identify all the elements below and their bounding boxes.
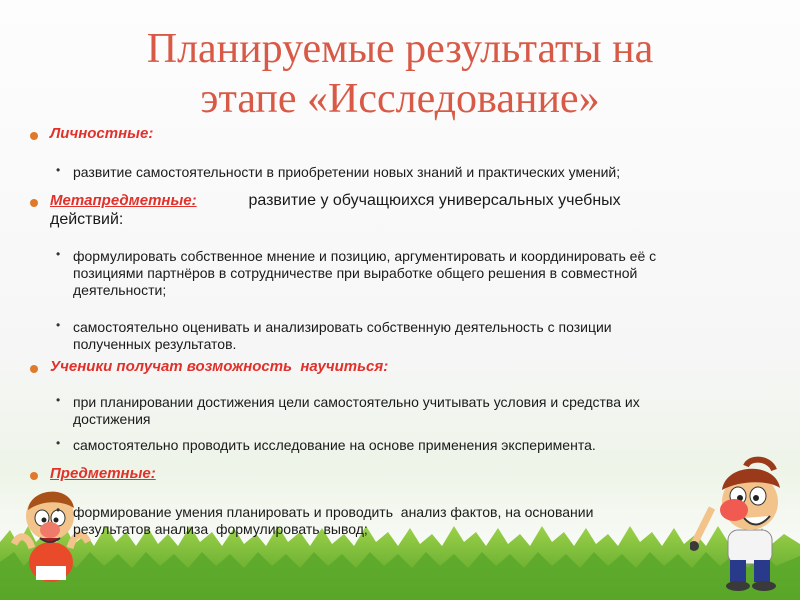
metasubject-text-line-2: действий: xyxy=(50,211,124,228)
section-heading-metasubject: Метапредметные: xyxy=(50,192,197,209)
bullet-small: • xyxy=(56,503,61,517)
slide-title xyxy=(0,24,800,124)
opportunity-item-1-line-1: при планировании достижения цели самостоятельно учитывать условия и средства их xyxy=(73,394,640,410)
subject-item-1-line-2: результатов анализа формулировать вывод; xyxy=(73,521,368,537)
section-heading-opportunity: Ученики получат возможность научиться: xyxy=(50,358,389,375)
bullet-dot xyxy=(30,199,38,207)
title-line-2: этапе «Исследование» xyxy=(200,76,600,122)
bullet-dot xyxy=(30,365,38,373)
metasubject-item-1-line-1: формулировать собственное мнение и позицию, аргументировать и координировать её с xyxy=(73,248,657,264)
bullet-small: • xyxy=(56,247,61,261)
cartoon-boy-right-icon xyxy=(690,452,795,592)
opportunity-item-2: самостоятельно проводить исследование на основе применения эксперимента. xyxy=(73,437,596,453)
metasubject-item-1-line-3: деятельности; xyxy=(73,282,167,298)
metasubject-item-2-line-1: самостоятельно оценивать и анализировать собственную деятельность с позиции xyxy=(73,319,612,335)
opportunity-item-1-line-2: достижения xyxy=(73,411,151,427)
metasubject-item-2-line-2: полученных результатов. xyxy=(73,336,237,352)
bullet-dot xyxy=(30,472,38,480)
metasubject-text-line-1: развитие у обучащюихся универсальных учебных xyxy=(244,192,621,209)
bullet-small: • xyxy=(56,318,61,332)
bullet-small: • xyxy=(56,393,61,407)
bullet-dot xyxy=(30,132,38,140)
metasubject-item-1-line-2: позициями партнёров в сотрудничестве при выработке общего решения в совместной xyxy=(73,265,638,281)
bullet-small: • xyxy=(56,436,61,450)
personal-item-1: развитие самостоятельности в приобретении новых знаний и практических умений; xyxy=(73,164,621,180)
bullet-small: • xyxy=(56,163,61,177)
title-line-1: Планируемые результаты на xyxy=(146,26,654,72)
subject-item-1-line-1: формирование умения планировать и проводить анализ фактов, на основании xyxy=(73,504,594,520)
section-heading-subject: Предметные: xyxy=(50,465,156,482)
section-heading-personal: Личностные: xyxy=(50,125,154,142)
